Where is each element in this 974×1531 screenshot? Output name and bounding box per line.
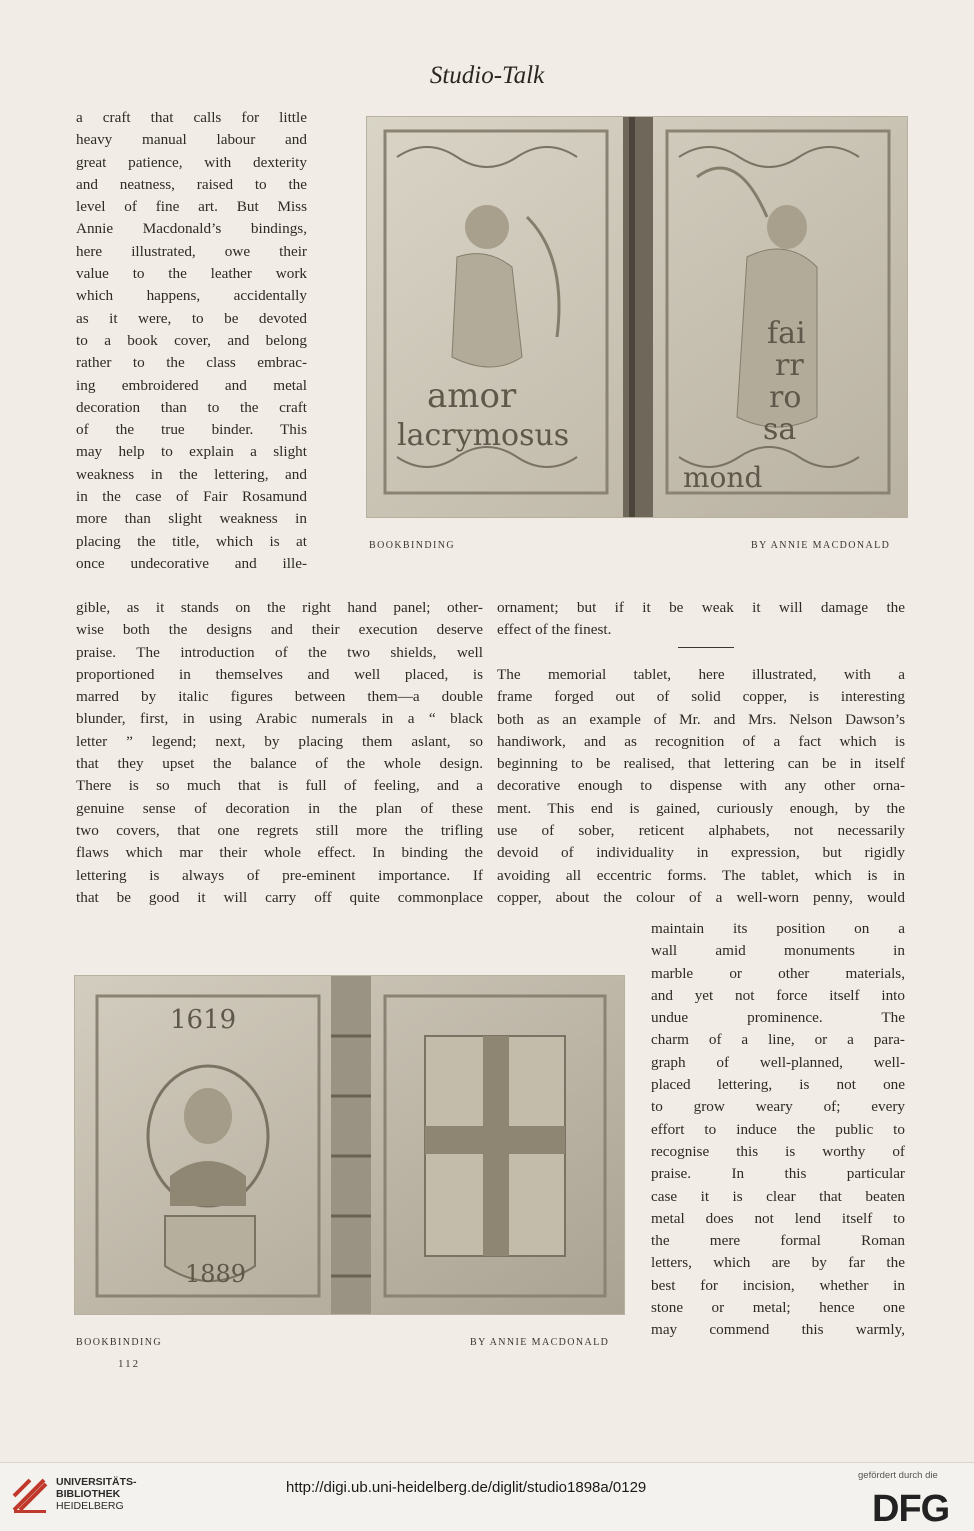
- text-line: to a book cover, and belong: [76, 331, 307, 349]
- panel-text-rr: rr: [775, 348, 804, 383]
- text-line: devoid of individuality in expression, but rigidly: [497, 844, 905, 862]
- text-line: graph of well-planned, well-: [651, 1053, 905, 1071]
- panel-text-sa: sa: [763, 412, 797, 447]
- text-line: level of fine art. But Miss: [76, 198, 307, 216]
- sponsor-label: gefördert durch die: [858, 1470, 938, 1481]
- text-line: There is so much that is full of feeling, and a: [76, 777, 483, 795]
- text-line: and neatness, raised to the: [76, 175, 307, 193]
- text-line: best for incision, whether in: [651, 1276, 905, 1294]
- text-line: genuine sense of decoration in the plan of these: [76, 799, 483, 817]
- text-line: copper, about the colour of a well-worn penny, would: [497, 888, 905, 906]
- text-line: once undecorative and ille-: [76, 554, 307, 572]
- text-line: flaws which mar their whole effect. In binding the: [76, 844, 483, 862]
- text-line: heavy manual labour and: [76, 131, 307, 149]
- text-line: letters, which are by far the: [651, 1254, 905, 1272]
- text-line: weakness in the lettering, and: [76, 465, 307, 483]
- text-line: The memorial tablet, here illustrated, with a: [497, 666, 905, 683]
- bookbinding-plate-bottom: [74, 975, 625, 1315]
- text-column-right-upper: [497, 597, 905, 642]
- library-name-line-1: UNIVERSITÄTS-: [56, 1476, 137, 1488]
- text-line: effort to induce the public to: [651, 1120, 905, 1138]
- text-line: may commend this warmly,: [651, 1321, 905, 1339]
- panel-text-lacrymosus: lacrymosus: [397, 418, 570, 453]
- text-line: a craft that calls for little: [76, 109, 307, 126]
- text-column-right-lower: [651, 918, 905, 1342]
- text-line: Annie Macdonald’s bindings,: [76, 220, 307, 238]
- text-line: both as an example of Mr. and Mrs. Nelson Dawson’s: [497, 710, 905, 728]
- library-name-line-3: HEIDELBERG: [56, 1500, 124, 1512]
- year-top: 1619: [170, 1005, 237, 1035]
- text-line: decoration than to the craft: [76, 398, 307, 416]
- text-line: ornament; but if it be weak it will damage the: [497, 599, 905, 616]
- text-line: two covers, that one regrets still more the trifling: [76, 821, 483, 839]
- panel-text-ro: ro: [769, 380, 802, 415]
- text-line: beginning to be realised, that lettering can be in itself: [497, 755, 905, 773]
- caption-bottom-right: BY ANNIE MACDONALD: [470, 1337, 610, 1348]
- text-line: value to the leather work: [76, 265, 307, 283]
- text-line: here illustrated, owe their: [76, 242, 307, 260]
- text-line: maintain its position on a: [651, 920, 905, 937]
- text-line: rather to the class embrac-: [76, 354, 307, 372]
- text-line: praise. In this particular: [651, 1165, 905, 1183]
- text-column-right-middle: [497, 664, 905, 909]
- text-line: frame forged out of solid copper, is interesting: [497, 688, 905, 706]
- text-line: as it were, to be devoted: [76, 309, 307, 327]
- text-line: blunder, first, in using Arabic numerals in a “ black: [76, 710, 483, 728]
- text-line: undue prominence. The: [651, 1009, 905, 1027]
- text-line: in the case of Fair Rosamund: [76, 488, 307, 506]
- text-line: effect of the finest.: [497, 621, 612, 639]
- panel-text-mond: mond: [683, 461, 763, 494]
- text-line: of the true binder. This: [76, 421, 307, 439]
- library-name: [56, 1476, 137, 1512]
- text-line: may help to explain a slight: [76, 443, 307, 461]
- text-line: great patience, with dexterity: [76, 153, 307, 171]
- text-line: charm of a line, or a para-: [651, 1031, 905, 1049]
- library-logo-icon: [10, 1476, 50, 1516]
- year-bottom: 1889: [185, 1260, 247, 1288]
- text-line: gible, as it stands on the right hand panel; other-: [76, 599, 483, 616]
- text-line: recognise this is worthy of: [651, 1142, 905, 1160]
- text-line: and yet not force itself into: [651, 986, 905, 1004]
- text-line: the mere formal Roman: [651, 1232, 905, 1250]
- text-line: wall amid monuments in: [651, 942, 905, 960]
- bookbinding-plate-top: [366, 116, 908, 518]
- section-divider: [678, 647, 734, 648]
- caption-top-left: BOOKBINDING: [369, 540, 455, 551]
- text-line: decorative enough to dispense with any other orna-: [497, 777, 905, 795]
- text-line: placing the title, which is at: [76, 532, 307, 550]
- text-column-left-lower: [76, 597, 483, 909]
- text-line: marble or other materials,: [651, 964, 905, 982]
- caption-top-right: BY ANNIE MACDONALD: [751, 540, 891, 551]
- text-line: stone or metal; hence one: [651, 1299, 905, 1317]
- text-line: proportioned in themselves and well placed, is: [76, 665, 483, 683]
- text-line: more than slight weakness in: [76, 510, 307, 528]
- page-title: Studio-Talk: [429, 62, 545, 89]
- text-line: ment. This end is gained, curiously enough, by the: [497, 799, 905, 817]
- text-column-top-left: [76, 107, 307, 575]
- text-line: that they upset the balance of the whole design.: [76, 755, 483, 773]
- bookbinding-image-top: [367, 117, 907, 517]
- text-line: praise. The introduction of the two shields, well: [76, 643, 483, 661]
- page-number: 112: [118, 1358, 141, 1370]
- text-line: which happens, accidentally: [76, 287, 307, 305]
- dfg-logo: DFG: [872, 1488, 950, 1530]
- text-line: wise both the designs and their execution deserve: [76, 621, 483, 639]
- text-line: ing embroidered and metal: [76, 376, 307, 394]
- library-name-line-2: BIBLIOTHEK: [56, 1488, 121, 1500]
- text-line: that be good it will carry off quite commonplace: [76, 888, 483, 906]
- text-line: avoiding all eccentric forms. The tablet, which is in: [497, 866, 905, 884]
- text-line: use of sober, reticent alphabets, not necessarily: [497, 822, 905, 840]
- text-line: metal does not lend itself to: [651, 1209, 905, 1227]
- text-line: marred by italic figures between them—a double: [76, 688, 483, 706]
- text-line: placed lettering, is not one: [651, 1076, 905, 1094]
- source-url-link[interactable]: http://digi.ub.uni-heidelberg.de/diglit/studio1898a/0129: [286, 1479, 647, 1496]
- panel-text-fai: fai: [767, 316, 806, 351]
- text-line: letter ” legend; next, by placing them aslant, so: [76, 732, 483, 750]
- text-line: case it is clear that beaten: [651, 1187, 905, 1205]
- bookbinding-image-bottom: [75, 976, 624, 1314]
- footer-bar: [0, 1462, 974, 1531]
- text-line: handiwork, and as recognition of a fact which is: [497, 732, 905, 750]
- caption-bottom-left: BOOKBINDING: [76, 1337, 162, 1348]
- text-line: lettering is always of pre-eminent importance. If: [76, 866, 483, 884]
- text-line: to grow weary of; every: [651, 1098, 905, 1116]
- panel-text-amor: amor: [427, 376, 517, 416]
